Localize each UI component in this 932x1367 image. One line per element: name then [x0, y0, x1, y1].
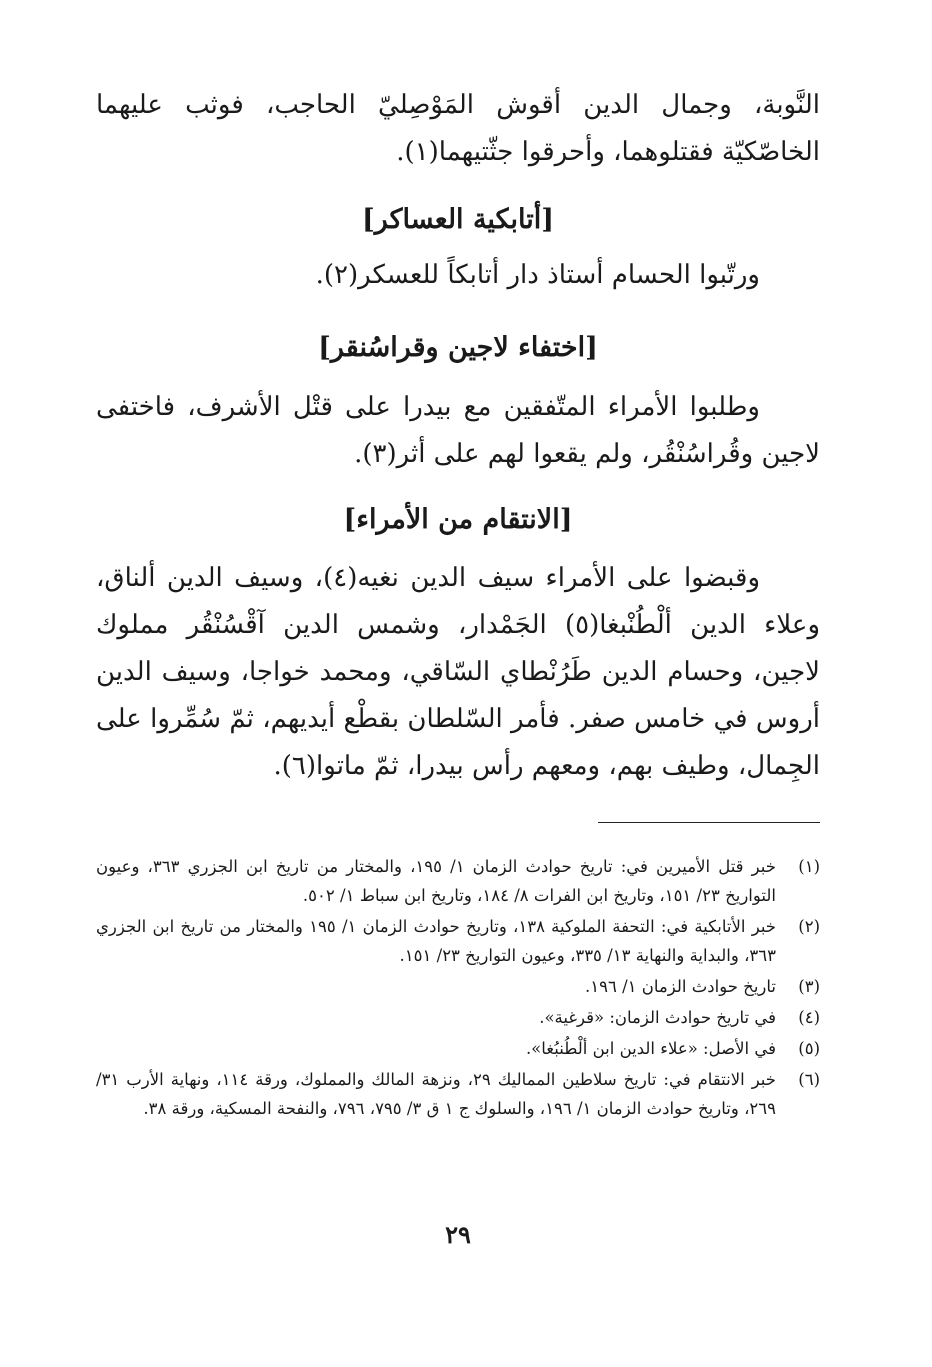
- book-page: [96, 0, 820, 1367]
- paragraph-atabak: ورتّبوا الحسام أستاذ دار أتابكاً للعسكر(٢).: [315, 260, 760, 290]
- footnote-6: [96, 1065, 820, 1123]
- footnotes: [96, 852, 820, 1125]
- heading-atabakiya: [أتابكية العساكر]: [361, 204, 555, 235]
- footnote-5: [96, 1034, 820, 1063]
- footnote-text: خبر الانتقام في: تاريخ سلاطين المماليك ٢٩، ونزهة المالك والمملوك، ورقة ١١٤، ونهاية الأرب ٣١/ ٢٦٩، وتاريخ حوادث الزمان ١/ ١٩٦، والسلوك ج ١ ق ٣/ ٧٩٥، ٧٩٦، والنفحة المسكية، ورقة ٣٨.: [96, 1070, 776, 1118]
- paragraph-revenge: وقبضوا على الأمراء سيف الدين نغيه(٤)، وسيف الدين ألناق، وعلاء الدين ألْطُنْبغا(٥) الجَمْدار، وشمس الدين آقْسُنْقُر مملوك لاجين، وحسام الدين طَرُنْطاي السّاقي، ومحمد خواجا، وسيف الدين أروس في خامس صفر. فأمر السّلطان بقطْع أيديهم، ثمّ سُمِّروا على الجِمال، وطيف بهم، ومعهم رأس بيدرا، ثمّ ماتوا(٦).: [96, 563, 820, 781]
- footnote-text: خبر قتل الأميرين في: تاريخ حوادث الزمان ١/ ١٩٥، والمختار من تاريخ ابن الجزري ٣٦٣، وعيون التواريخ ٢٣/ ١٥١، وتاريخ ابن الفرات ٨/ ١٨٤، وتاريخ ابن سباط ١/ ٥٠٢.: [96, 857, 776, 905]
- footnote-number: (٣): [798, 977, 820, 996]
- footnote-number: (٤): [798, 1008, 820, 1027]
- page-number: ٢٩: [445, 1220, 471, 1249]
- footnote-text: خبر الأتابكية في: التحفة الملوكية ١٣٨، وتاريخ حوادث الزمان ١/ ١٩٥ والمختار من تاريخ ابن الجزري ٣٦٣، والبداية والنهاية ١٣/ ٣٣٥، وعيون التواريخ ٢٣/ ١٥١.: [96, 917, 776, 965]
- paragraph-continuation: النَّوبة، وجمال الدين أقوش المَوْصِليّ الحاجب، فوثب عليهما الخاصّكيّة فقتلوهما، وأحرقوا جثّتيهما(١).: [96, 90, 820, 167]
- footnote-number: (٥): [798, 1039, 820, 1058]
- paragraph-lajin: وطلبوا الأمراء المتّفقين مع بيدرا على قتْل الأشرف، فاختفى لاجين وقُراسُنْقُر، ولم يقعوا لهم على أثر(٣).: [96, 392, 820, 469]
- footnote-text: في تاريخ حوادث الزمان: «قرغية».: [539, 1008, 776, 1027]
- footnote-3: [96, 972, 820, 1001]
- footnote-number: (٦): [798, 1070, 820, 1089]
- heading-lajin-disappearance: [اختفاء لاجين وقراسُنقر]: [318, 332, 598, 363]
- footnote-number: (٢): [798, 917, 820, 936]
- footnote-number: (١): [798, 857, 820, 876]
- footnote-text: تاريخ حوادث الزمان ١/ ١٩٦.: [585, 977, 776, 996]
- heading-revenge: [الانتقام من الأمراء]: [343, 504, 573, 535]
- footnote-separator: [598, 822, 820, 823]
- footnote-2: [96, 912, 820, 970]
- footnote-1: [96, 852, 820, 910]
- footnote-text: في الأصل: «علاء الدين ابن ألْطُنبُغا».: [525, 1039, 776, 1058]
- footnote-4: [96, 1003, 820, 1032]
